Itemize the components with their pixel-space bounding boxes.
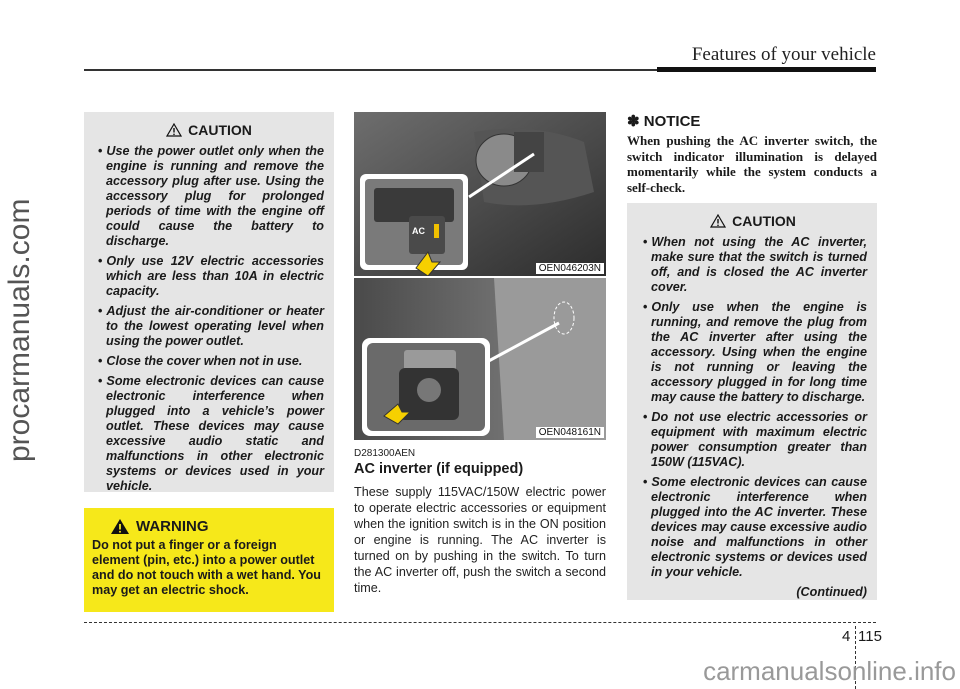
chapter-number: 4: [842, 628, 851, 645]
caution-item: • When not using the AC inverter, make sure that the switch is turned off, and is closed the AC inverter cover.: [639, 235, 867, 295]
caution-item: • Only use 12V electric accessories which are less than 10A in electric capacity.: [94, 254, 324, 299]
section-body: These supply 115VAC/150W electric power to operate electric accessories or equipment when the ignition switch is in the ON position or engine is running. The AC inverter is turned on by pushing in the switch. To turn the AC inverter off, push the switch a second time.: [354, 485, 606, 595]
warning-triangle-icon: [710, 214, 726, 228]
header-rule-accent: [657, 67, 876, 72]
footer-rule: [84, 622, 876, 623]
caution-item: • Only use when the engine is running, and remove the plug from the AC inverter after using the accessory. Using when the engine is not running or leaving the accessory plugged in for long time may cause the battery to discharge.: [639, 300, 867, 405]
caution-item: • Do not use electric accessories or equipment with maximum electric power consumption greater than 150W (115VAC).: [639, 410, 867, 470]
caution-item: • Use the power outlet only when the engine is running and remove the accessory plug after use. Using the accessory plug for prolonged periods of time with the engine off could cause the battery to discharge.: [94, 144, 324, 249]
caution-item: • Some electronic devices can cause electronic interference when plugged into the AC inverter. These devices may cause excessive audio noise and malfunctions in other electronic systems or devices used in your vehicle.: [639, 475, 867, 580]
photo-code-top: OEN046203N: [536, 263, 604, 274]
warning-box: [84, 508, 334, 612]
ac-switch-illustration: [354, 112, 606, 276]
caution-item: • Close the cover when not in use.: [94, 354, 324, 369]
warning-title: WARNING: [136, 518, 209, 535]
section-title: AC inverter (if equipped): [354, 461, 524, 477]
notice-title: ✽ NOTICE: [627, 113, 701, 130]
caution-heading: [639, 213, 867, 229]
header-title: Features of your vehicle: [691, 44, 876, 65]
switch-label: AC: [412, 226, 425, 236]
warning-text: Do not put a finger or a foreign element (pin, etc.) into a power outlet and do not touch with a wet hand. You may get an electric shock.: [92, 538, 322, 597]
caution-box-left: [84, 112, 334, 492]
page-number: 115: [858, 628, 882, 645]
caution-title: CAUTION: [188, 122, 252, 138]
photo-code-bottom: OEN048161N: [536, 427, 604, 438]
photo-ac-switch: [354, 112, 606, 276]
caution-list: [94, 144, 324, 494]
caution-title: CAUTION: [732, 213, 796, 229]
section-code: D281300AEN: [354, 448, 416, 459]
warning-triangle-icon: [110, 518, 130, 535]
notice-text: When pushing the AC inverter switch, the switch indicator illumination is delayed momentarily while the system conducts a self-check.: [627, 133, 877, 195]
ac-outlet-illustration: [354, 278, 606, 440]
caution-item: • Some electronic devices can cause electronic interference when plugged into a vehicle’s power outlet. These devices may cause excessive audio static and malfunctions in other electronic systems or devices used in your vehicle.: [94, 374, 324, 494]
caution-item: • Adjust the air-conditioner or heater to the lowest operating level when using the power outlet.: [94, 304, 324, 349]
side-watermark: procarmanuals.com: [3, 198, 36, 462]
photo-ac-outlet: [354, 278, 606, 440]
continued-label: (Continued): [796, 585, 867, 599]
caution-list: [639, 235, 867, 580]
caution-heading: [94, 122, 324, 138]
bottom-watermark: carmanualsonline.info: [703, 656, 956, 686]
warning-triangle-icon: [166, 123, 182, 137]
warning-heading: [92, 518, 326, 535]
caution-box-right: [627, 203, 877, 600]
